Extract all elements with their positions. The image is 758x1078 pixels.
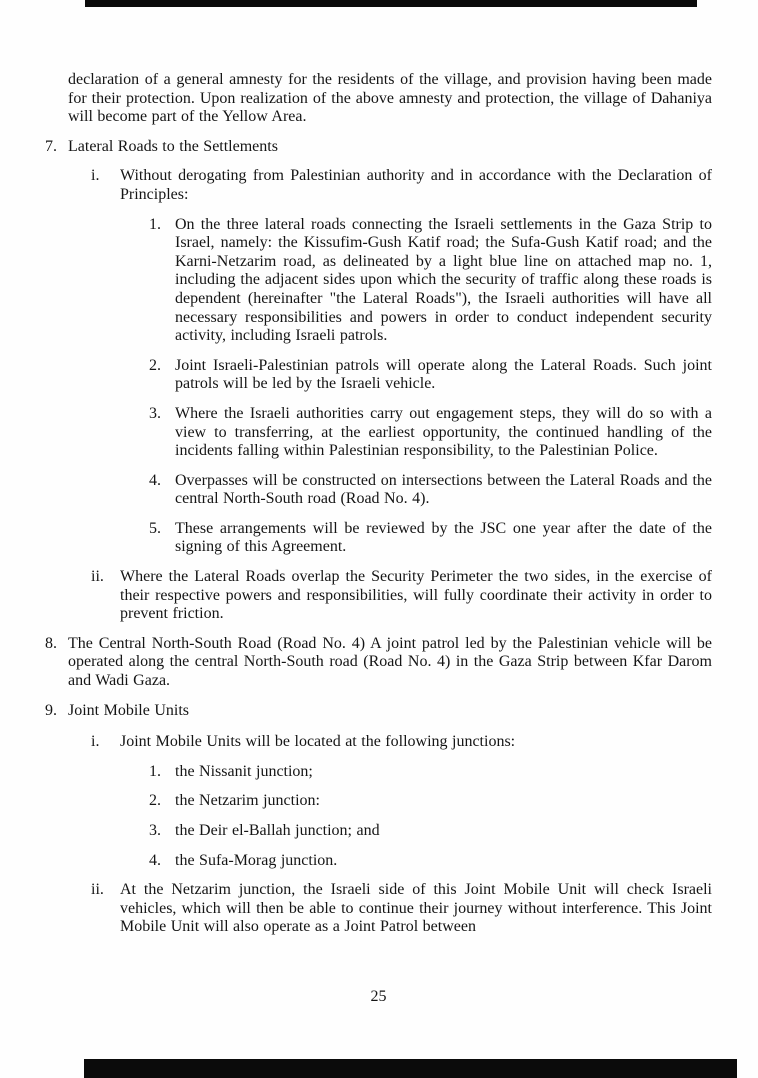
section-8-text: The Central North-South Road (Road No. 4) A joint patrol led by the Palestinian vehicle will be operated along the central North-South road (Road No. 4) in the Gaza Strip between Kfar Darom and Wadi Gaza.: [68, 634, 712, 690]
subpoint-7i-2-text: Joint Israeli-Palestinian patrols will operate along the Lateral Roads. Such joint patrols will be led by the Israeli vehicle.: [175, 356, 712, 393]
subpoint-7i-2-marker: 2.: [149, 356, 161, 374]
subpoint-7i-5-row: [149, 520, 712, 557]
clause-7ii-row: [91, 568, 712, 624]
section-8-marker: 8.: [45, 634, 57, 652]
clause-7i-text: Without derogating from Palestinian authority and in accordance with the Declaration of Principles:: [120, 167, 712, 203]
junction-3-marker: 3.: [149, 822, 161, 839]
junction-1-row: [149, 763, 712, 782]
clause-7i-row: [91, 167, 712, 204]
junction-2-row: [149, 792, 712, 811]
junction-1-text: the Nissanit junction;: [175, 762, 313, 780]
subpoint-7i-4-text: Overpasses will be constructed on intersections between the Lateral Roads and the central North-South road (Road No. 4).: [175, 471, 712, 508]
clause-9i-text: Joint Mobile Units will be located at the following junctions:: [120, 733, 516, 751]
subpoint-7i-5-marker: 5.: [149, 519, 161, 537]
junction-4-row: [149, 852, 712, 871]
continuation-paragraph: declaration of a general amnesty for the residents of the village, and provision having been made for their protection. Upon realization of the above amnesty and protection, the village of Dahaniya will become part of the Yellow Area.: [68, 71, 712, 126]
subpoint-7i-5-text: These arrangements will be reviewed by the JSC one year after the date of the signing of this Agreement.: [175, 519, 712, 556]
clause-7ii-marker: ii.: [91, 568, 104, 586]
clause-7i-marker: i.: [91, 167, 100, 185]
clause-7ii-text: Where the Lateral Roads overlap the Security Perimeter the two sides, in the exercise of their respective powers and responsibilities, will fully coordinate their activity in order to prevent friction.: [120, 568, 712, 623]
scan-artifact-bottom-bar: [84, 1059, 737, 1078]
junction-4-text: the Sufa-Morag junction.: [175, 851, 338, 869]
junction-2-text: the Netzarim junction:: [175, 792, 320, 810]
subpoint-7i-1-row: [149, 216, 712, 346]
section-9-heading-row: [45, 702, 712, 721]
subpoint-7i-3-text: Where the Israeli authorities carry out engagement steps, they will do so with a view to transferring, at the earliest opportunity, the continued handling of the incidents falling within Palestinian responsibility, to the Palestinian Police.: [175, 404, 712, 460]
page-number: 25: [370, 988, 387, 1005]
junction-2-marker: 2.: [149, 792, 161, 810]
section-9-heading: Joint Mobile Units: [68, 701, 190, 719]
page-content: [45, 71, 712, 1005]
subpoint-7i-4-marker: 4.: [149, 471, 161, 489]
junction-3-text: the Deir el-Ballah junction; and: [175, 822, 380, 839]
subpoint-7i-1-text: On the three lateral roads connecting the Israeli settlements in the Gaza Strip to Israel, namely: the Kissufim-Gush Katif road; the Sufa-Gush Katif road; and the Karni-Netzarim road, as delineated by a light blue line on attached map no. 1, including the adjacent sides upon which the security of traffic along these roads is dependent (hereinafter "the Lateral Roads"), the Israeli authorities will have all necessary responsibilities and powers in order to conduct independent security activity, including Israeli patrols.: [175, 215, 712, 345]
junction-3-row: [149, 822, 712, 841]
section-8-row: [45, 635, 712, 691]
clause-9i-marker: i.: [91, 733, 100, 751]
clause-9ii-text: At the Netzarim junction, the Israeli side of this Joint Mobile Unit will check Israeli vehicles, which will then be able to continue their journey without interference. This Joint Mobile Unit will also operate as a Joint Patrol between: [120, 881, 712, 936]
junction-4-marker: 4.: [149, 851, 161, 869]
clause-9ii-marker: ii.: [91, 881, 104, 899]
section-7-marker: 7.: [45, 137, 57, 155]
scan-artifact-top-bar: [85, 0, 697, 7]
subpoint-7i-3-marker: 3.: [149, 404, 161, 422]
clause-9i-row: [91, 733, 712, 752]
subpoint-7i-4-row: [149, 472, 712, 509]
clause-9ii-row: [91, 881, 712, 937]
junction-1-marker: 1.: [149, 762, 161, 780]
section-7-heading-row: [45, 138, 712, 157]
subpoint-7i-2-row: [149, 357, 712, 394]
subpoint-7i-1-marker: 1.: [149, 215, 161, 233]
section-7-heading: Lateral Roads to the Settlements: [68, 137, 278, 155]
subpoint-7i-3-row: [149, 405, 712, 461]
section-9-marker: 9.: [45, 701, 57, 719]
